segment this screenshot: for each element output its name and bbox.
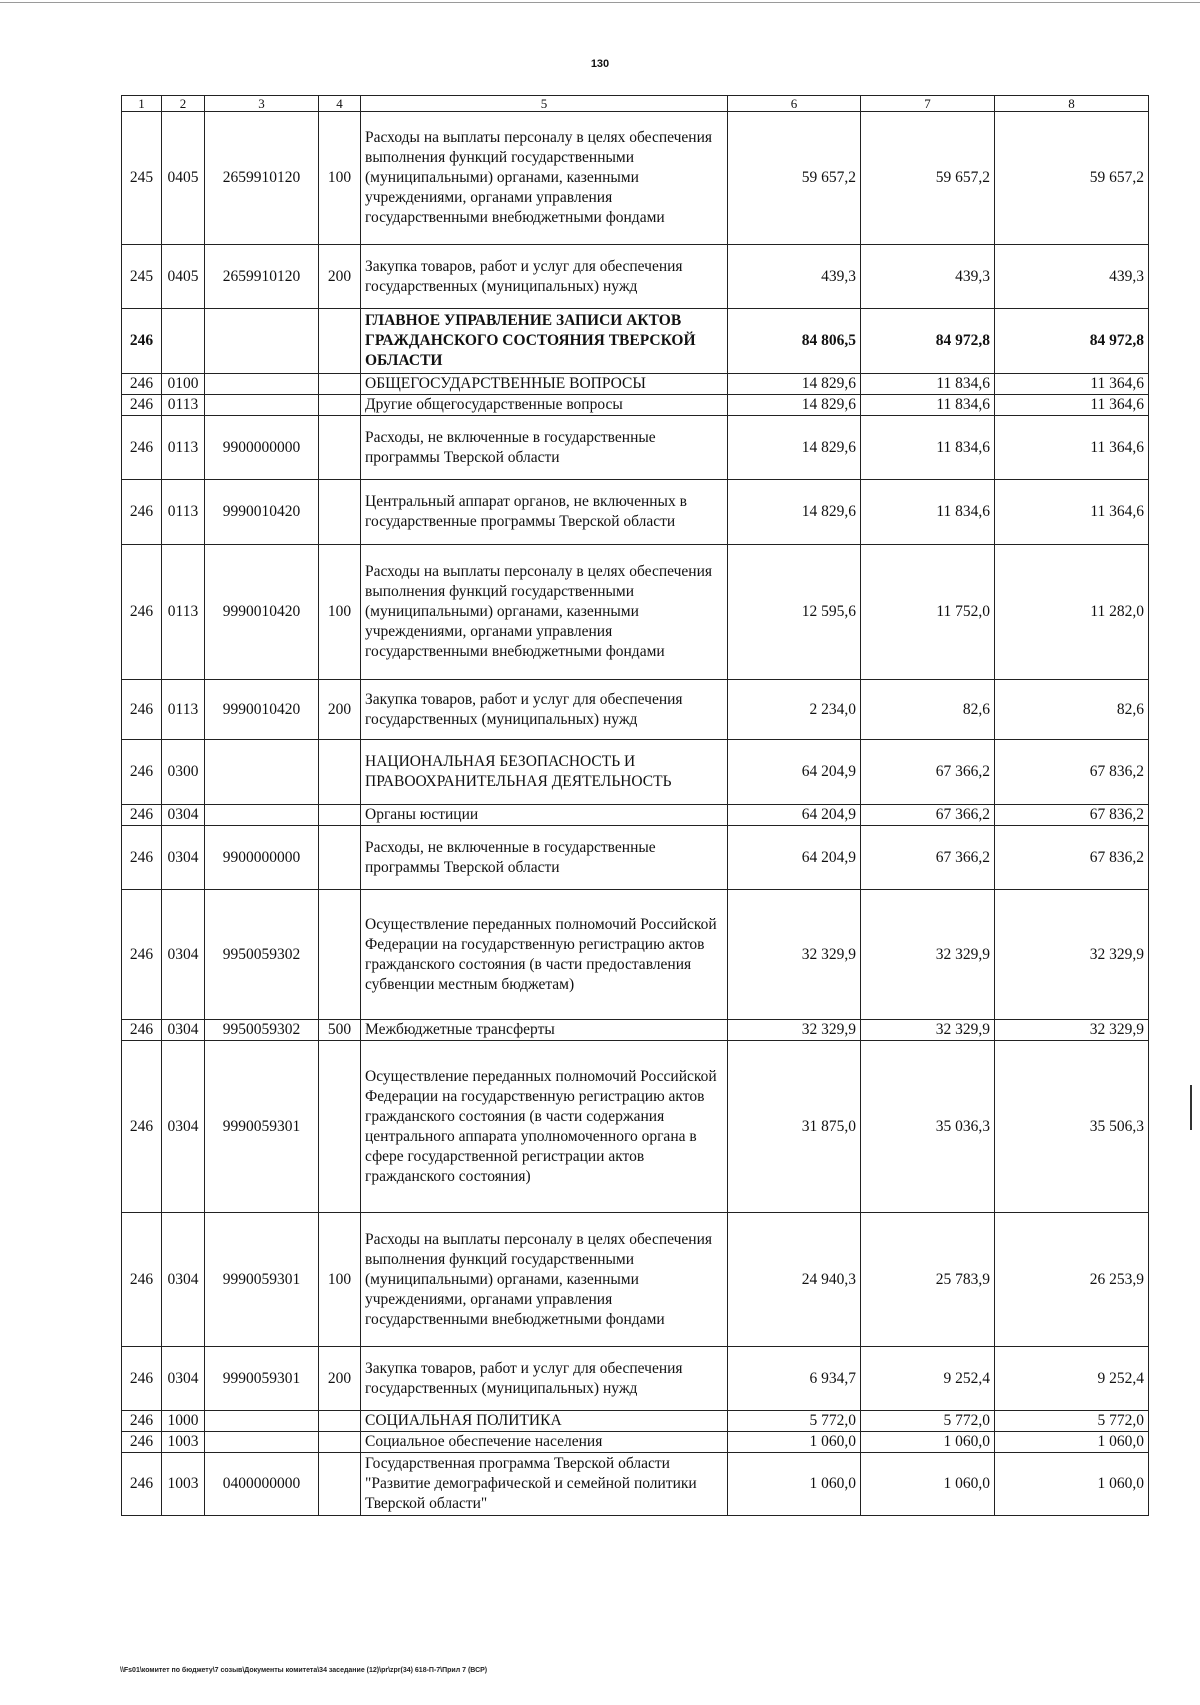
table-row xyxy=(122,395,1149,416)
cell-amount-col7: 82,6 xyxy=(861,680,995,740)
cell-description: Социальное обеспечение населения xyxy=(361,1432,728,1453)
cell-expense-type xyxy=(319,480,361,545)
cell-target-article xyxy=(205,374,319,395)
table-row xyxy=(122,826,1149,890)
cell-target-article: 9990059301 xyxy=(205,1041,319,1213)
cell-amount-col7: 11 834,6 xyxy=(861,374,995,395)
cell-amount-col8: 32 329,9 xyxy=(995,890,1149,1020)
cell-section-code: 0304 xyxy=(162,1041,205,1213)
table-row xyxy=(122,1347,1149,1411)
cell-target-article: 0400000000 xyxy=(205,1453,319,1516)
cell-amount-col7: 59 657,2 xyxy=(861,112,995,245)
cell-amount-col8: 1 060,0 xyxy=(995,1453,1149,1516)
cell-amount-col8: 11 364,6 xyxy=(995,374,1149,395)
cell-amount-col6: 14 829,6 xyxy=(728,480,861,545)
cell-admin-code: 246 xyxy=(122,545,162,680)
table-row xyxy=(122,545,1149,680)
cell-expense-type: 100 xyxy=(319,112,361,245)
cell-section-code: 1003 xyxy=(162,1432,205,1453)
cell-description: Государственная программа Тверской области "Развитие демографической и семейной политики Тверской области" xyxy=(361,1453,728,1516)
cell-section-code: 1003 xyxy=(162,1453,205,1516)
cell-admin-code: 246 xyxy=(122,395,162,416)
cell-amount-col8: 5 772,0 xyxy=(995,1411,1149,1432)
cell-amount-col7: 9 252,4 xyxy=(861,1347,995,1411)
cell-amount-col6: 1 060,0 xyxy=(728,1453,861,1516)
cell-admin-code: 246 xyxy=(122,1041,162,1213)
cell-amount-col7: 1 060,0 xyxy=(861,1432,995,1453)
cell-amount-col6: 6 934,7 xyxy=(728,1347,861,1411)
cell-amount-col7: 5 772,0 xyxy=(861,1411,995,1432)
cell-expense-type: 200 xyxy=(319,1347,361,1411)
cell-admin-code: 246 xyxy=(122,740,162,805)
header-cell: 5 xyxy=(361,96,728,112)
cell-amount-col6: 5 772,0 xyxy=(728,1411,861,1432)
cell-description: ГЛАВНОЕ УПРАВЛЕНИЕ ЗАПИСИ АКТОВ ГРАЖДАНСКОГО СОСТОЯНИЯ ТВЕРСКОЙ ОБЛАСТИ xyxy=(361,309,728,374)
table-row xyxy=(122,245,1149,309)
cell-description: Расходы, не включенные в государственные программы Тверской области xyxy=(361,416,728,480)
scan-mark xyxy=(1190,1085,1192,1130)
cell-expense-type xyxy=(319,890,361,1020)
cell-description: Закупка товаров, работ и услуг для обеспечения государственных (муниципальных) нужд xyxy=(361,680,728,740)
cell-amount-col6: 24 940,3 xyxy=(728,1213,861,1347)
cell-target-article xyxy=(205,1432,319,1453)
cell-amount-col8: 84 972,8 xyxy=(995,309,1149,374)
cell-amount-col6: 31 875,0 xyxy=(728,1041,861,1213)
cell-section-code: 0405 xyxy=(162,112,205,245)
budget-table xyxy=(121,95,1149,1516)
cell-expense-type xyxy=(319,826,361,890)
table-row xyxy=(122,309,1149,374)
cell-amount-col7: 67 366,2 xyxy=(861,740,995,805)
cell-amount-col8: 1 060,0 xyxy=(995,1432,1149,1453)
cell-target-article: 9990010420 xyxy=(205,680,319,740)
cell-section-code: 0304 xyxy=(162,805,205,826)
header-cell: 3 xyxy=(205,96,319,112)
cell-target-article: 2659910120 xyxy=(205,245,319,309)
cell-amount-col8: 32 329,9 xyxy=(995,1020,1149,1041)
cell-description: Расходы на выплаты персоналу в целях обеспечения выполнения функций государственными (муниципальными) органами, казенными учреждениями, органами управления государственными внебюджетными фондами xyxy=(361,1213,728,1347)
cell-admin-code: 246 xyxy=(122,890,162,1020)
cell-admin-code: 246 xyxy=(122,1213,162,1347)
table-row xyxy=(122,1453,1149,1516)
top-rule xyxy=(0,2,1200,3)
cell-description: Межбюджетные трансферты xyxy=(361,1020,728,1041)
cell-expense-type xyxy=(319,805,361,826)
cell-amount-col6: 12 595,6 xyxy=(728,545,861,680)
cell-section-code: 0304 xyxy=(162,1213,205,1347)
table-row xyxy=(122,1432,1149,1453)
cell-admin-code: 246 xyxy=(122,416,162,480)
cell-section-code: 0304 xyxy=(162,1347,205,1411)
cell-amount-col6: 64 204,9 xyxy=(728,740,861,805)
cell-amount-col7: 67 366,2 xyxy=(861,805,995,826)
cell-amount-col7: 1 060,0 xyxy=(861,1453,995,1516)
cell-target-article: 2659910120 xyxy=(205,112,319,245)
cell-expense-type: 500 xyxy=(319,1020,361,1041)
cell-amount-col8: 439,3 xyxy=(995,245,1149,309)
cell-admin-code: 246 xyxy=(122,826,162,890)
cell-target-article: 9990010420 xyxy=(205,480,319,545)
cell-amount-col6: 32 329,9 xyxy=(728,890,861,1020)
header-cell: 7 xyxy=(861,96,995,112)
header-cell: 6 xyxy=(728,96,861,112)
cell-amount-col8: 11 364,6 xyxy=(995,416,1149,480)
cell-section-code: 0304 xyxy=(162,890,205,1020)
cell-amount-col6: 59 657,2 xyxy=(728,112,861,245)
cell-admin-code: 246 xyxy=(122,805,162,826)
cell-section-code: 0304 xyxy=(162,826,205,890)
cell-amount-col7: 25 783,9 xyxy=(861,1213,995,1347)
cell-description: Осуществление переданных полномочий Российской Федерации на государственную регистрацию актов гражданского состояния (в части содержания центрального аппарата уполномоченного органа в сфере государственной регистрации актов гражданского состояния) xyxy=(361,1041,728,1213)
cell-amount-col6: 1 060,0 xyxy=(728,1432,861,1453)
table-row xyxy=(122,805,1149,826)
cell-amount-col7: 11 834,6 xyxy=(861,416,995,480)
cell-amount-col7: 84 972,8 xyxy=(861,309,995,374)
cell-description: Другие общегосударственные вопросы xyxy=(361,395,728,416)
cell-description: СОЦИАЛЬНАЯ ПОЛИТИКА xyxy=(361,1411,728,1432)
cell-expense-type xyxy=(319,1453,361,1516)
cell-amount-col8: 9 252,4 xyxy=(995,1347,1149,1411)
cell-amount-col7: 11 752,0 xyxy=(861,545,995,680)
cell-section-code: 0405 xyxy=(162,245,205,309)
footer-file-path: \\Fs01\комитет по бюджету\7 созыв\Документы комитета\34 заседание (12)\pr\zpr(34) 618-П-7\Прил 7 (ВСР) xyxy=(120,1667,488,1674)
cell-expense-type: 200 xyxy=(319,245,361,309)
cell-expense-type xyxy=(319,395,361,416)
cell-expense-type: 200 xyxy=(319,680,361,740)
cell-amount-col7: 67 366,2 xyxy=(861,826,995,890)
cell-target-article: 9990010420 xyxy=(205,545,319,680)
cell-amount-col6: 14 829,6 xyxy=(728,416,861,480)
table-body xyxy=(122,112,1149,1516)
cell-target-article xyxy=(205,309,319,374)
table-row xyxy=(122,1020,1149,1041)
cell-amount-col7: 11 834,6 xyxy=(861,395,995,416)
cell-description: ОБЩЕГОСУДАРСТВЕННЫЕ ВОПРОСЫ xyxy=(361,374,728,395)
cell-amount-col8: 67 836,2 xyxy=(995,740,1149,805)
cell-description: Закупка товаров, работ и услуг для обеспечения государственных (муниципальных) нужд xyxy=(361,245,728,309)
header-cell: 1 xyxy=(122,96,162,112)
cell-admin-code: 246 xyxy=(122,374,162,395)
table-row xyxy=(122,1041,1149,1213)
cell-expense-type xyxy=(319,1041,361,1213)
cell-expense-type: 100 xyxy=(319,545,361,680)
cell-section-code: 0300 xyxy=(162,740,205,805)
cell-admin-code: 245 xyxy=(122,245,162,309)
cell-admin-code: 246 xyxy=(122,1432,162,1453)
cell-amount-col7: 35 036,3 xyxy=(861,1041,995,1213)
cell-amount-col8: 11 282,0 xyxy=(995,545,1149,680)
cell-amount-col8: 67 836,2 xyxy=(995,805,1149,826)
cell-section-code: 0113 xyxy=(162,416,205,480)
header-cell: 8 xyxy=(995,96,1149,112)
table-row xyxy=(122,680,1149,740)
cell-admin-code: 246 xyxy=(122,480,162,545)
header-cell: 4 xyxy=(319,96,361,112)
cell-amount-col6: 14 829,6 xyxy=(728,395,861,416)
cell-amount-col6: 14 829,6 xyxy=(728,374,861,395)
cell-admin-code: 246 xyxy=(122,1411,162,1432)
cell-amount-col8: 82,6 xyxy=(995,680,1149,740)
cell-admin-code: 246 xyxy=(122,309,162,374)
cell-description: Осуществление переданных полномочий Российской Федерации на государственную регистрацию актов гражданского состояния (в части предоставления субвенции местным бюджетам) xyxy=(361,890,728,1020)
cell-admin-code: 246 xyxy=(122,1347,162,1411)
cell-expense-type xyxy=(319,374,361,395)
cell-section-code: 0113 xyxy=(162,680,205,740)
cell-admin-code: 246 xyxy=(122,1020,162,1041)
cell-amount-col7: 32 329,9 xyxy=(861,890,995,1020)
cell-amount-col8: 35 506,3 xyxy=(995,1041,1149,1213)
cell-amount-col7: 11 834,6 xyxy=(861,480,995,545)
table-row xyxy=(122,374,1149,395)
cell-expense-type xyxy=(319,416,361,480)
table-row xyxy=(122,416,1149,480)
table-row xyxy=(122,480,1149,545)
table-row xyxy=(122,740,1149,805)
cell-amount-col7: 439,3 xyxy=(861,245,995,309)
cell-target-article xyxy=(205,805,319,826)
page-number: 130 xyxy=(590,58,610,70)
cell-amount-col8: 11 364,6 xyxy=(995,480,1149,545)
table-row xyxy=(122,112,1149,245)
cell-amount-col6: 32 329,9 xyxy=(728,1020,861,1041)
cell-expense-type: 100 xyxy=(319,1213,361,1347)
cell-target-article: 9990059301 xyxy=(205,1347,319,1411)
cell-admin-code: 245 xyxy=(122,112,162,245)
cell-target-article: 9990059301 xyxy=(205,1213,319,1347)
cell-section-code: 0113 xyxy=(162,480,205,545)
header-row xyxy=(122,96,1149,112)
cell-description: Расходы на выплаты персоналу в целях обеспечения выполнения функций государственными (муниципальными) органами, казенными учреждениями, органами управления государственными внебюджетными фондами xyxy=(361,112,728,245)
cell-section-code: 0100 xyxy=(162,374,205,395)
cell-target-article: 9950059302 xyxy=(205,1020,319,1041)
table-row xyxy=(122,1411,1149,1432)
cell-admin-code: 246 xyxy=(122,680,162,740)
cell-description: Органы юстиции xyxy=(361,805,728,826)
cell-section-code: 0304 xyxy=(162,1020,205,1041)
cell-target-article: 9950059302 xyxy=(205,890,319,1020)
cell-amount-col8: 26 253,9 xyxy=(995,1213,1149,1347)
cell-target-article xyxy=(205,1411,319,1432)
cell-expense-type xyxy=(319,1432,361,1453)
cell-section-code: 0113 xyxy=(162,395,205,416)
cell-expense-type xyxy=(319,1411,361,1432)
cell-section-code xyxy=(162,309,205,374)
cell-description: Расходы, не включенные в государственные программы Тверской области xyxy=(361,826,728,890)
header-cell: 2 xyxy=(162,96,205,112)
cell-description: Центральный аппарат органов, не включенных в государственные программы Тверской области xyxy=(361,480,728,545)
cell-amount-col6: 64 204,9 xyxy=(728,805,861,826)
cell-expense-type xyxy=(319,309,361,374)
cell-section-code: 0113 xyxy=(162,545,205,680)
cell-amount-col6: 439,3 xyxy=(728,245,861,309)
cell-section-code: 1000 xyxy=(162,1411,205,1432)
cell-expense-type xyxy=(319,740,361,805)
cell-admin-code: 246 xyxy=(122,1453,162,1516)
cell-amount-col8: 11 364,6 xyxy=(995,395,1149,416)
cell-target-article: 9900000000 xyxy=(205,416,319,480)
cell-amount-col6: 2 234,0 xyxy=(728,680,861,740)
cell-amount-col7: 32 329,9 xyxy=(861,1020,995,1041)
table-row xyxy=(122,890,1149,1020)
cell-description: НАЦИОНАЛЬНАЯ БЕЗОПАСНОСТЬ И ПРАВООХРАНИТЕЛЬНАЯ ДЕЯТЕЛЬНОСТЬ xyxy=(361,740,728,805)
cell-target-article: 9900000000 xyxy=(205,826,319,890)
cell-amount-col6: 64 204,9 xyxy=(728,826,861,890)
cell-amount-col8: 59 657,2 xyxy=(995,112,1149,245)
cell-target-article xyxy=(205,740,319,805)
table-row xyxy=(122,1213,1149,1347)
cell-description: Закупка товаров, работ и услуг для обеспечения государственных (муниципальных) нужд xyxy=(361,1347,728,1411)
cell-amount-col6: 84 806,5 xyxy=(728,309,861,374)
cell-target-article xyxy=(205,395,319,416)
cell-amount-col8: 67 836,2 xyxy=(995,826,1149,890)
cell-description: Расходы на выплаты персоналу в целях обеспечения выполнения функций государственными (муниципальными) органами, казенными учреждениями, органами управления государственными внебюджетными фондами xyxy=(361,545,728,680)
